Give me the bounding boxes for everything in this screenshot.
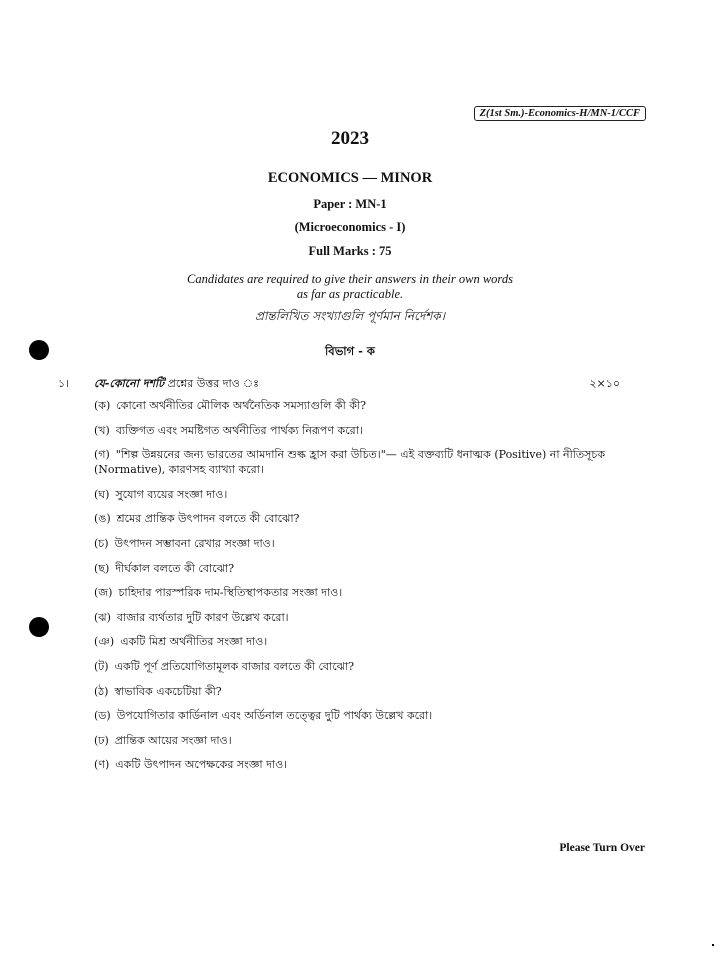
question-item	[94, 536, 654, 551]
item-text: চাহিদার পারস্পরিক দাম-স্থিতিস্থাপকতার সংজ্ঞা দাও।	[118, 586, 343, 600]
punch-hole	[29, 617, 49, 637]
please-turn-over: Please Turn Over	[559, 842, 645, 854]
subject-title: ECONOMICS — MINOR	[267, 170, 433, 186]
item-label: (জ)	[94, 586, 113, 600]
item-text: প্রান্তিক আয়ের সংজ্ঞা দাও।	[114, 733, 232, 747]
question-item	[94, 708, 654, 723]
question-item	[94, 561, 654, 576]
question-item	[94, 659, 654, 674]
item-text: একটি মিশ্র অর্থনীতির সংজ্ঞা দাও।	[120, 635, 268, 649]
question-item	[94, 511, 654, 526]
question-number: ১।	[58, 377, 70, 390]
item-text: সুযোগ ব্যয়ের সংজ্ঞা দাও।	[115, 487, 228, 501]
instruction-bengali: প্রান্তলিখিত সংখ্যাগুলি পূর্ণমান নির্দেশক।	[254, 309, 445, 323]
item-text: একটি উৎপাদন অপেক্ষকের সংজ্ঞা দাও।	[115, 758, 288, 772]
item-text: স্বাভাবিক একচেটিয়া কী?	[114, 684, 222, 698]
item-label: (ড)	[94, 709, 111, 723]
question-instruction	[94, 375, 259, 394]
instructions	[0, 272, 700, 302]
item-text: উৎপাদন সম্ভাবনা রেখার সংজ্ঞা দাও।	[114, 536, 275, 550]
question-item	[94, 447, 654, 477]
question-item	[94, 757, 654, 772]
section-title: বিভাগ - ক	[325, 344, 375, 358]
item-label: (ট)	[94, 659, 109, 673]
paper-subtitle: (Microeconomics - I)	[294, 220, 406, 234]
item-label: (ঞ)	[94, 635, 115, 649]
item-label: (চ)	[94, 536, 109, 550]
full-marks: Full Marks : 75	[308, 244, 392, 258]
paper-code: Z(1st Sm.)-Economics-H/MN-1/CCF	[474, 106, 646, 121]
question-item	[94, 634, 654, 649]
item-text: ব্যক্তিগত এবং সমষ্টিগত অর্থনীতির পার্থক্য নিরূপণ করো।	[115, 423, 363, 437]
item-label: (ঙ)	[94, 512, 111, 526]
item-label: (ঠ)	[94, 684, 109, 698]
exam-year: 2023	[331, 128, 369, 149]
question-marks: ২×১০	[589, 377, 620, 390]
question-list	[94, 398, 654, 782]
item-label: (গ)	[94, 448, 110, 462]
item-label: (ঘ)	[94, 487, 110, 501]
item-text: উপযোগিতার কার্ডিনাল এবং অর্ডিনাল তত্ত্বের দুটি পার্থক্য উল্লেখ করো।	[116, 709, 433, 723]
item-text: "শিল্প উন্নয়নের জন্য ভারতের আমদানি শুল্ক হ্রাস করা উচিত।"— এই বক্তব্যটি ধনাত্মক (Positive) না নীতিসূচক (Normative), কারণসহ ব্যাখ্যা করো।	[94, 448, 606, 477]
question-item	[94, 585, 654, 600]
instruction-line-1: Candidates are required to give their answers in their own words	[187, 272, 513, 286]
speck	[712, 944, 714, 946]
item-text: বাজার ব্যর্থতার দুটি কারণ উল্লেখ করো।	[116, 610, 289, 624]
item-label: (ছ)	[94, 561, 110, 575]
punch-hole	[29, 340, 49, 360]
item-text: কোনো অর্থনীতির মৌলিক অর্থনৈতিক সমস্যাগুলি কী কী?	[116, 399, 366, 412]
item-label: (খ)	[94, 423, 110, 437]
item-label: (ঝ)	[94, 610, 111, 624]
question-item	[94, 487, 654, 502]
item-text: শ্রমের প্রান্তিক উৎপাদন বলতে কী বোঝো?	[116, 512, 300, 526]
question-instruction-emphasis: যে-কোনো দশটি	[94, 377, 165, 390]
question-item	[94, 423, 654, 438]
item-label: (ঢ)	[94, 733, 109, 747]
question-item	[94, 398, 654, 413]
paper-number: Paper : MN-1	[313, 197, 387, 211]
item-text: দীর্ঘকাল বলতে কী বোঝো?	[115, 561, 234, 575]
question-instruction-rest: প্রশ্নের উত্তর দাও ঃ	[164, 377, 260, 390]
question-item	[94, 610, 654, 625]
question-item	[94, 733, 654, 748]
instruction-line-2: as far as practicable.	[296, 287, 404, 301]
item-text: একটি পূর্ণ প্রতিযোগিতামূলক বাজার বলতে কী বোঝো?	[114, 659, 355, 673]
item-label: (ক)	[94, 399, 111, 412]
question-item	[94, 684, 654, 699]
item-label: (ণ)	[94, 758, 110, 772]
